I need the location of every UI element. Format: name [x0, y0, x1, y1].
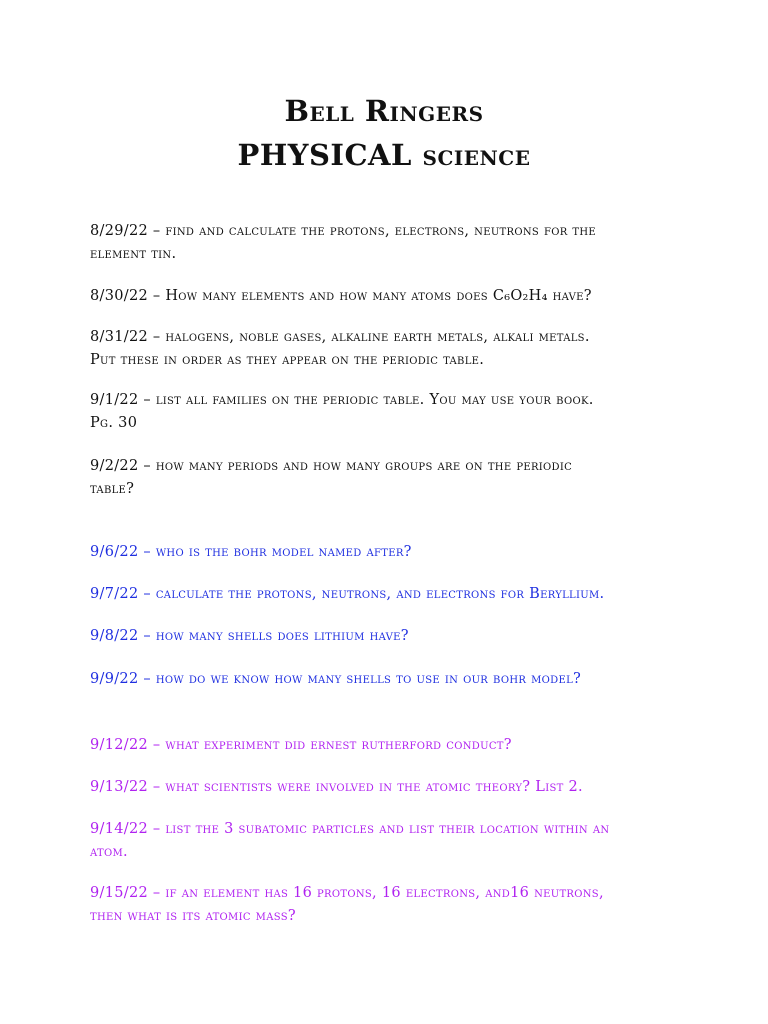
bell-ringer-0831: 8/31/22 – halogens, noble gases, alkaline earth metals, alkali metals. Put these in order as they appear on the periodic table.: [90, 329, 590, 368]
bell-ringer-0906: 9/6/22 – who is the bohr model named after?: [90, 544, 412, 560]
bell-ringer-0830: 8/30/22 – How many elements and how many atoms does C₆O₂H₄ have?: [90, 288, 592, 304]
bell-ringer-0909: 9/9/22 – how do we know how many shells to use in our bohr model?: [90, 671, 582, 687]
bell-ringer-0829: 8/29/22 – find and calculate the protons, electrons, neutrons for the element tin.: [90, 223, 597, 262]
title-line-1: Bell Ringers: [284, 94, 484, 128]
bell-ringer-0914: 9/14/22 – list the 3 subatomic particles and list their location within an atom.: [90, 821, 610, 860]
bell-ringer-0901: 9/1/22 – list all families on the periodic table. You may use your book. Pg. 30: [90, 392, 594, 431]
bell-ringer-0912: 9/12/22 – what experiment did ernest rutherford conduct?: [90, 737, 512, 753]
bell-ringer-0902: 9/2/22 – how many periods and how many groups are on the periodic table?: [90, 458, 573, 497]
bell-ringer-0915: 9/15/22 – if an element has 16 protons, 16 electrons, and16 neutrons, then what is its atomic mass?: [90, 885, 604, 924]
title-line-2: PHYSICAL science: [237, 138, 531, 172]
bell-ringer-0913: 9/13/22 – what scientists were involved in the atomic theory? List 2.: [90, 779, 583, 795]
bell-ringer-0908: 9/8/22 – how many shells does lithium have?: [90, 628, 409, 644]
bell-ringer-0907: 9/7/22 – calculate the protons, neutrons, and electrons for Beryllium.: [90, 586, 605, 602]
